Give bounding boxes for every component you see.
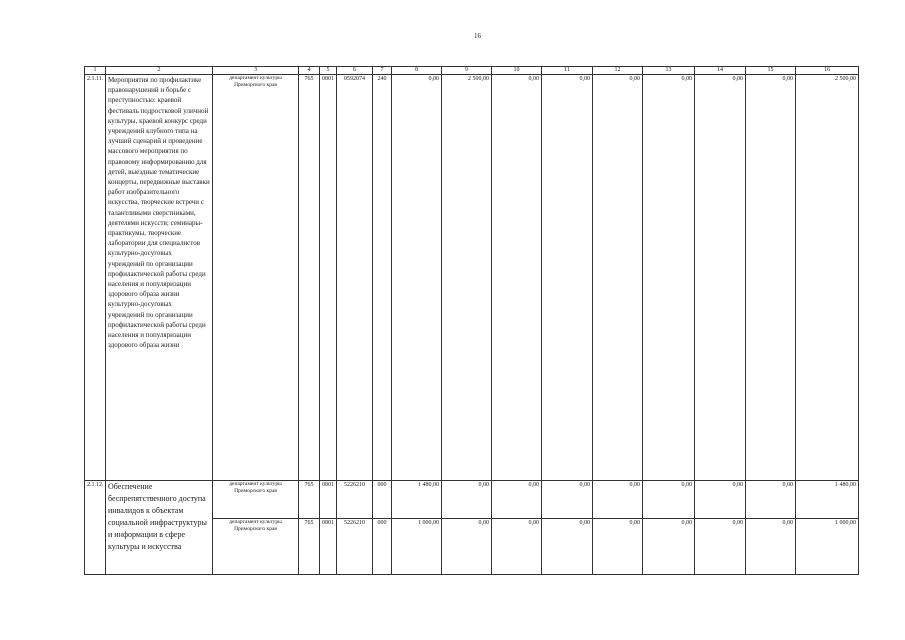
value-cell: 0,00 [492,75,542,481]
value-cell: 2 500,00 [442,75,492,481]
value-cell: 0,00 [695,481,746,519]
value-cell: 0,00 [542,481,593,519]
csr-code: 0592074 [337,75,373,481]
vr-code: 240 [373,75,392,481]
value-cell: 0,00 [593,519,643,575]
page-number: 16 [474,32,481,40]
rzpr-code: 0801 [320,519,337,575]
value-cell: 0,00 [643,75,695,481]
row-executor: департамент культуры Приморского края [213,75,299,481]
col-header: 3 [213,67,299,75]
value-cell: 0,00 [695,519,746,575]
vr-code: 000 [373,481,392,519]
value-cell: 1 480,00 [392,481,442,519]
value-cell: 0,00 [542,519,593,575]
col-header: 5 [320,67,337,75]
table-row [85,75,859,481]
col-header: 14 [695,67,746,75]
value-cell: 0,00 [643,519,695,575]
value-cell: 0,00 [492,519,542,575]
grbs-code: 765 [299,75,320,481]
col-header: 12 [593,67,643,75]
value-cell: 0,00 [746,481,796,519]
value-cell: 0,00 [593,481,643,519]
rzpr-code: 0801 [320,481,337,519]
table-row [85,481,859,519]
col-header: 9 [442,67,492,75]
vr-code: 000 [373,519,392,575]
col-header: 10 [492,67,542,75]
budget-table [84,66,859,575]
col-header: 4 [299,67,320,75]
csr-code: 5226210 [337,519,373,575]
value-cell: 0,00 [492,481,542,519]
value-cell: 0,00 [542,75,593,481]
value-cell: 0,00 [746,75,796,481]
value-cell: 0,00 [746,519,796,575]
row-executor: департамент культуры Приморского края [213,481,299,519]
row-title: Мероприятия по профилактике правонарушений и борьбе с преступностью: краевой фестиваль подростковой уличной культуры, краевой конкурс среди учреждений клубного типа на лучший сценарий и проведение массового мероприятия по правовому информированию для детей, выездные тематические концерты, передвижные выставки работ изобразительного искусства, творческие встречи с талантливыми сверстниками, деятелями искусств; семинары-практикумы, творческие лаборатории для специалистов культурно-досуговых учреждений по организации профилактической работы среди населения и популяризации здорового образа жизни культурно-досуговых учреждений по организации профилактической работы среди населения и популяризации здорового образа жизни [106,75,213,481]
value-cell: 0,00 [392,75,442,481]
value-cell: 1 000,00 [392,519,442,575]
value-cell: 0,00 [695,75,746,481]
col-header: 15 [746,67,796,75]
row-index: 2.1.12. [85,481,106,575]
csr-code: 5226210 [337,481,373,519]
row-index: 2.1.11. [85,75,106,481]
value-cell: 0,00 [593,75,643,481]
col-header: 1 [85,67,106,75]
col-header: 6 [337,67,373,75]
value-cell: 1 000,00 [796,519,859,575]
table-header-row [85,67,859,75]
value-cell: 0,00 [643,481,695,519]
col-header: 2 [106,67,213,75]
col-header: 8 [392,67,442,75]
grbs-code: 765 [299,519,320,575]
col-header: 7 [373,67,392,75]
value-cell: 0,00 [442,481,492,519]
row-executor: департамент культуры Приморского края [213,519,299,575]
grbs-code: 765 [299,481,320,519]
col-header: 13 [643,67,695,75]
row-title: Обеспечение беспрепятственного доступа инвалидов к объектам социальной инфраструктуры и информации в сфере культуры и искусства [106,481,213,575]
value-cell: 0,00 [442,519,492,575]
col-header: 16 [796,67,859,75]
value-cell: 2 500,00 [796,75,859,481]
value-cell: 1 480,00 [796,481,859,519]
col-header: 11 [542,67,593,75]
rzpr-code: 0801 [320,75,337,481]
